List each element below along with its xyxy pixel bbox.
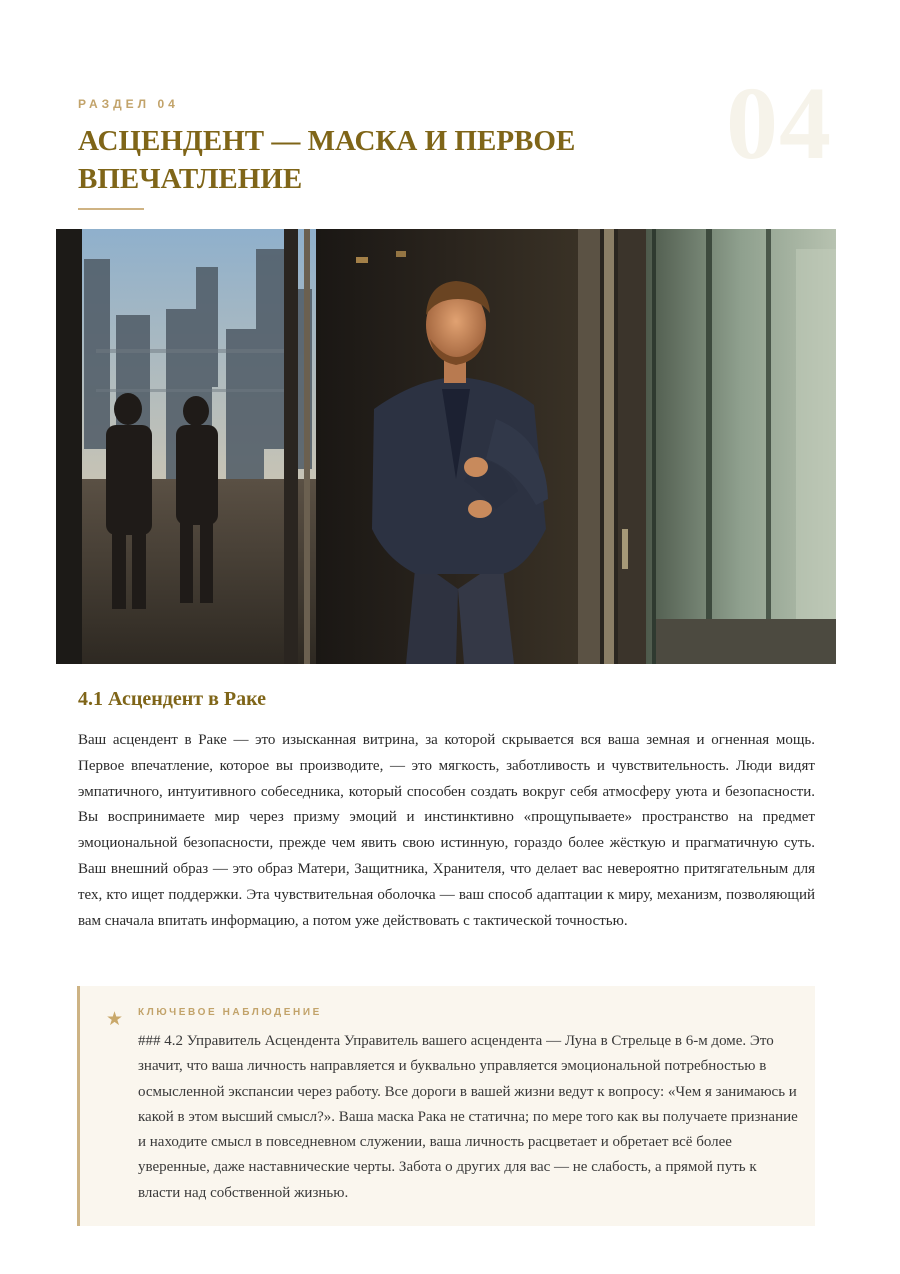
hero-image <box>56 229 836 664</box>
body-paragraph: Ваш асцендент в Раке — это изысканная витрина, за которой скрывается вся ваша земная и огненная мощь. Первое впечатление, которое вы производите, — это мягкость, заботливость и чувствительность. Люди видят эмпатичного, интуитивного собеседника, который способен создать вокруг себя атмосферу уюта и безопасности. Вы воспринимаете мир через призму эмоций и инстинктивно «прощупываете» пространство на предмет эмоциональной безопасности, прежде чем явить свою истинную, гораздо более жёсткую и прагматичную суть. Ваш внешний образ — это образ Матери, Защитника, Хранителя, что делает вас невероятно притягательным для тех, кто ищет поддержки. Эта чувствительная оболочка — ваш способ адаптации к миру, механизм, позволяющий вам сначала впитать информацию, а потом уже действовать с тактической точностью. <box>78 732 815 929</box>
section-label: РАЗДЕЛ 04 <box>78 97 179 111</box>
subsection-heading: 4.1 Асцендент в Раке <box>78 688 267 710</box>
page-title: АСЦЕНДЕНТ — МАСКА И ПЕРВОЕ ВПЕЧАТЛЕНИЕ <box>78 125 576 195</box>
title-divider <box>78 208 144 210</box>
section-number-watermark: 04 <box>726 66 832 181</box>
callout-text: ### 4.2 Управитель Асцендента Управитель вашего асцендента — Луна в Стрельце в 6-м доме. Это значит, что ваша личность направляется и буквально управляется эмоциональной потребностью в осмысленной экспансии через работу. Все дороги в вашей жизни ведут к вопросу: «Чем я занимаюсь и какой в этом высший смысл?». Ваша маска Рака не статична; по мере того как вы получаете признание и находите смысл в повседневном служении, ваша личность расцветает и обретает всё более уверенные, даже наставнические черты. Забота о других для вас — не слабость, а прямой путь к власти над собственной жизнью. <box>138 1033 798 1201</box>
key-observation-callout <box>77 986 815 1226</box>
star-icon: ★ <box>106 1009 124 1030</box>
hero-photo-illustration <box>56 229 836 664</box>
callout-label: КЛЮЧЕВОЕ НАБЛЮДЕНИЕ <box>138 1007 322 1018</box>
